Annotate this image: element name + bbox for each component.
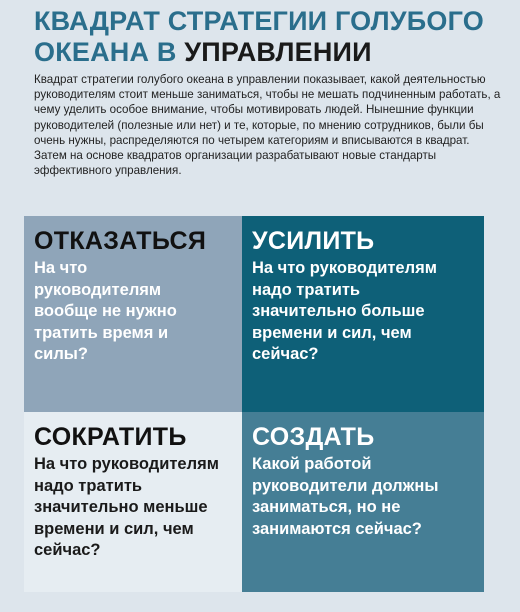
quadrant-raise [242, 216, 484, 412]
quadrant-create-heading: СОЗДАТЬ [252, 423, 375, 451]
quadrant-eliminate [24, 216, 242, 412]
quadrant-create-text: Какой работой руководители должны заниматься, но не занимаются сейчас? [252, 455, 439, 538]
page-title [34, 6, 514, 68]
quadrant-eliminate-heading: ОТКАЗАТЬСЯ [34, 227, 207, 255]
intro-paragraph: Квадрат стратегии голубого океана в управлении показывает, какой деятельностью руководителям стоит меньше заниматься, чтобы не мешать подчиненным работать, а чему уделить особое внимание, чтобы мотивировать людей. Нынешние функции руководителей (полезные или нет) и те, которые, по мнению сотрудников, были бы очень нужны, распределяются по четырем категориям и вписываются в квадрат. Затем на основе квадратов организации разрабатывают новые стандарты эффективного управления. [34, 73, 501, 178]
quadrant-eliminate-text: На что руководителям вообще не нужно тратить время и силы? [34, 259, 177, 363]
title-part-1: КВАДРАТ СТРАТЕГИИ ГОЛУБОГО ОКЕАНА В [34, 6, 484, 67]
quadrant-create [242, 412, 484, 592]
quadrant-reduce-heading: СОКРАТИТЬ [34, 423, 187, 451]
quadrant-reduce [24, 412, 242, 592]
title-part-2: УПРАВЛЕНИИ [184, 37, 372, 67]
quadrant-raise-text: На что руководителям надо тратить значительно больше времени и сил, чем сейчас? [252, 259, 437, 363]
quadrant-raise-heading: УСИЛИТЬ [252, 227, 375, 255]
quadrant-reduce-text: На что руководителям надо тратить значительно меньше времени и сил, чем сейчас? [34, 455, 219, 559]
